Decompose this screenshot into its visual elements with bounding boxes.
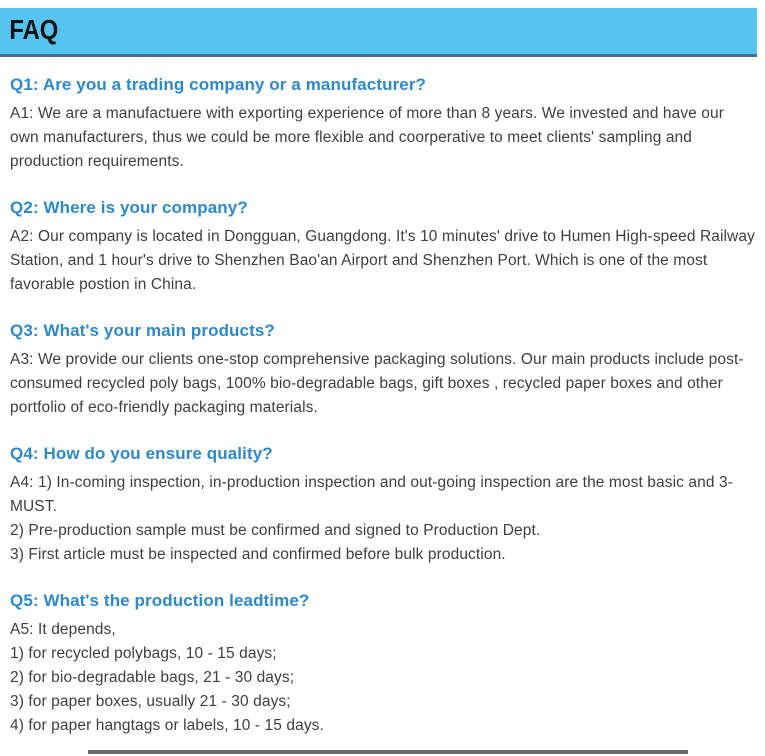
- faq-item-q3: [10, 322, 755, 420]
- faq-section-title: FAQ: [9, 14, 59, 45]
- faq-answer: [10, 471, 755, 567]
- faq-question: Q3: What's your main products?: [10, 321, 275, 340]
- faq-answer-line: A2: Our company is located in Dongguan, Guangdong. It's 10 minutes' drive to Humen High-speed Railway Station, and 1 hour's drive to Shenzhen Bao'an Airport and Shenzhen Port. Which is one of the most favorable postion in China.: [10, 228, 755, 293]
- faq-answer: [10, 618, 755, 738]
- faq-section-header: [0, 8, 757, 57]
- faq-answer-line: A4: 1) In-coming inspection, in-production inspection and out-going inspection are the most basic and 3-MUST.: [10, 474, 733, 515]
- faq-answer: [10, 348, 755, 420]
- faq-answer-line: 3) for paper boxes, usually 21 - 30 days;: [10, 693, 291, 710]
- faq-answer-line: 2) Pre-production sample must be confirmed and signed to Production Dept.: [10, 522, 541, 539]
- cropped-next-section-edge: [88, 750, 688, 754]
- faq-answer: [10, 225, 755, 297]
- faq-content: [0, 57, 765, 738]
- faq-answer-line: 1) for recycled polybags, 10 - 15 days;: [10, 645, 277, 662]
- faq-item-q2: [10, 199, 755, 297]
- faq-answer-line: A5: It depends,: [10, 621, 116, 638]
- faq-answer: [10, 102, 755, 174]
- faq-question: Q4: How do you ensure quality?: [10, 444, 273, 463]
- faq-item-q4: [10, 445, 755, 567]
- faq-question: Q5: What's the production leadtime?: [10, 591, 310, 610]
- faq-answer-line: 4) for paper hangtags or labels, 10 - 15 days.: [10, 717, 324, 734]
- faq-answer-line: 2) for bio-degradable bags, 21 - 30 days;: [10, 669, 295, 686]
- faq-answer-line: 3) First article must be inspected and confirmed before bulk production.: [10, 546, 506, 563]
- faq-answer-line: A3: We provide our clients one-stop comprehensive packaging solutions. Our main products include post-consumed recycled poly bags, 100% bio-degradable bags, gift boxes , recycled paper boxes and other portfolio of eco-friendly packaging materials.: [10, 351, 744, 416]
- faq-question: Q2: Where is your company?: [10, 198, 248, 217]
- faq-item-q1: [10, 76, 755, 174]
- faq-item-q5: [10, 592, 755, 738]
- faq-answer-line: A1: We are a manufactuere with exporting experience of more than 8 years. We invested and have our own manufacturers, thus we could be more flexible and coorperative to meet clients' sampling and production requirements.: [10, 105, 725, 170]
- faq-question: Q1: Are you a trading company or a manufacturer?: [10, 75, 427, 94]
